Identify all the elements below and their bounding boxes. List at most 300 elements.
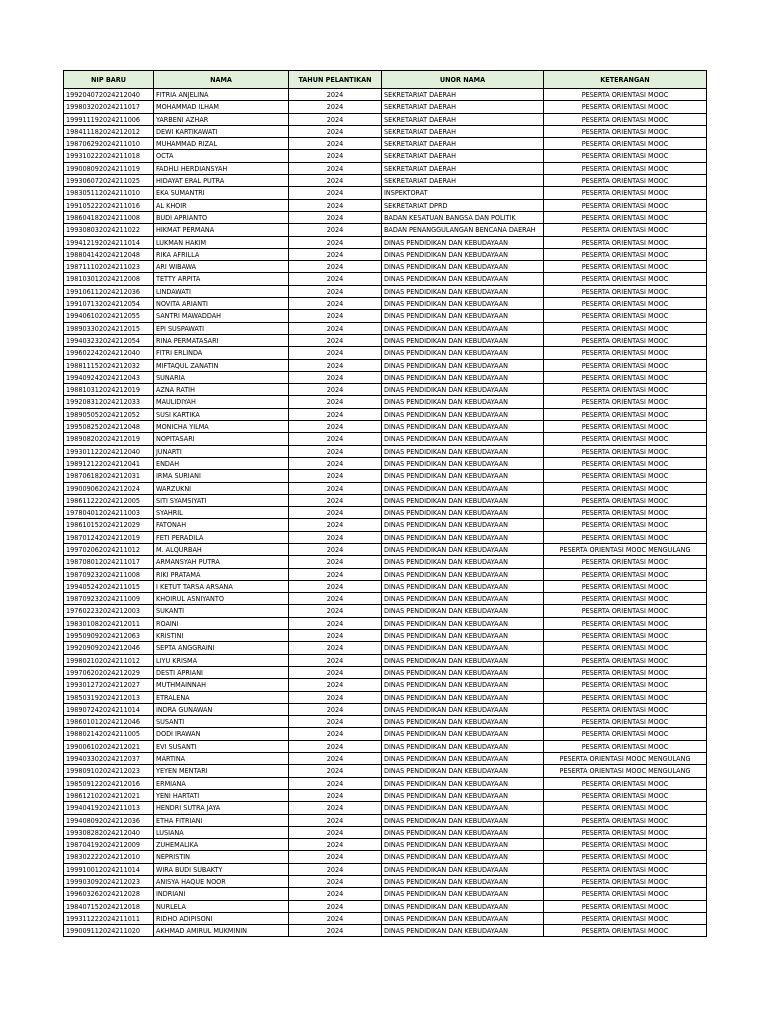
tahun-pelantikan-cell: 2024: [289, 851, 382, 863]
unor-nama-cell: DINAS PENDIDIKAN DAN KEBUDAYAAN: [382, 716, 544, 728]
nama-cell: BUDI APRIANTO: [154, 211, 289, 223]
keterangan-cell: PESERTA ORIENTASI MOOC: [544, 814, 707, 826]
keterangan-cell: PESERTA ORIENTASI MOOC: [544, 839, 707, 851]
nama-cell: SUNARIA: [154, 371, 289, 383]
unor-nama-cell: DINAS PENDIDIKAN DAN KEBUDAYAAN: [382, 457, 544, 469]
tahun-pelantikan-cell: 2024: [289, 740, 382, 752]
nip-baru-cell: 198305112024211010: [64, 187, 154, 199]
unor-nama-cell: DINAS PENDIDIKAN DAN KEBUDAYAAN: [382, 371, 544, 383]
unor-nama-cell: DINAS PENDIDIKAN DAN KEBUDAYAAN: [382, 839, 544, 851]
nama-cell: HIKMAT PERMANA: [154, 224, 289, 236]
nip-baru-cell: 198601012024212046: [64, 716, 154, 728]
nip-baru-cell: 199405242024211015: [64, 580, 154, 592]
header-row: [64, 71, 707, 89]
tahun-pelantikan-cell: 2024: [289, 876, 382, 888]
table-row: [64, 433, 707, 445]
nip-baru-cell: 198302222024212010: [64, 851, 154, 863]
tahun-pelantikan-cell: 2024: [289, 814, 382, 826]
keterangan-cell: PESERTA ORIENTASI MOOC: [544, 777, 707, 789]
keterangan-cell: PESERTA ORIENTASI MOOC: [544, 384, 707, 396]
nama-cell: JUNARTI: [154, 445, 289, 457]
keterangan-cell: PESERTA ORIENTASI MOOC: [544, 162, 707, 174]
tahun-pelantikan-cell: 2024: [289, 187, 382, 199]
table-row: [64, 519, 707, 531]
keterangan-cell: PESERTA ORIENTASI MOOC: [544, 457, 707, 469]
tahun-pelantikan-cell: 2024: [289, 384, 382, 396]
unor-nama-cell: DINAS PENDIDIKAN DAN KEBUDAYAAN: [382, 470, 544, 482]
nama-cell: MARTINA: [154, 753, 289, 765]
nip-baru-cell: 199008092024211019: [64, 162, 154, 174]
nip-baru-cell: 199403302024212037: [64, 753, 154, 765]
nama-cell: TETTY ARPITA: [154, 273, 289, 285]
nama-cell: NEPRISTIN: [154, 851, 289, 863]
nip-baru-cell: 199209092024212046: [64, 642, 154, 654]
keterangan-cell: PESERTA ORIENTASI MOOC MENGULANG: [544, 765, 707, 777]
table-row: [64, 839, 707, 851]
nip-baru-cell: 199107132024212054: [64, 298, 154, 310]
unor-nama-cell: DINAS PENDIDIKAN DAN KEBUDAYAAN: [382, 753, 544, 765]
unor-nama-cell: DINAS PENDIDIKAN DAN KEBUDAYAAN: [382, 703, 544, 715]
nip-baru-cell: 198708012024211017: [64, 556, 154, 568]
tahun-pelantikan-cell: 2024: [289, 507, 382, 519]
nip-baru-cell: 198411182024212012: [64, 125, 154, 137]
nama-cell: LUKMAN HAKIM: [154, 236, 289, 248]
unor-nama-cell: DINAS PENDIDIKAN DAN KEBUDAYAAN: [382, 482, 544, 494]
nama-cell: ROAINI: [154, 617, 289, 629]
keterangan-cell: PESERTA ORIENTASI MOOC: [544, 888, 707, 900]
nama-cell: RINA PERMATASARI: [154, 334, 289, 346]
keterangan-cell: PESERTA ORIENTASI MOOC: [544, 716, 707, 728]
unor-nama-cell: SEKRETARIAT DPRD: [382, 199, 544, 211]
keterangan-cell: PESERTA ORIENTASI MOOC: [544, 605, 707, 617]
tahun-pelantikan-cell: 2024: [289, 125, 382, 137]
unor-nama-cell: DINAS PENDIDIKAN DAN KEBUDAYAAN: [382, 814, 544, 826]
nip-baru-cell: 198907242024211014: [64, 703, 154, 715]
nama-cell: ARMANSYAH PUTRA: [154, 556, 289, 568]
table-row: [64, 310, 707, 322]
nama-cell: EPI SUSPAWATI: [154, 322, 289, 334]
tahun-pelantikan-cell: 2024: [289, 789, 382, 801]
table-row: [64, 740, 707, 752]
keterangan-cell: PESERTA ORIENTASI MOOC: [544, 322, 707, 334]
nip-baru-cell: 199903092024212023: [64, 876, 154, 888]
tahun-pelantikan-cell: 2024: [289, 888, 382, 900]
keterangan-cell: PESERTA ORIENTASI MOOC: [544, 224, 707, 236]
unor-nama-cell: DINAS PENDIDIKAN DAN KEBUDAYAAN: [382, 900, 544, 912]
unor-nama-cell: SEKRETARIAT DAERAH: [382, 101, 544, 113]
unor-nama-cell: DINAS PENDIDIKAN DAN KEBUDAYAAN: [382, 605, 544, 617]
table-row: [64, 888, 707, 900]
nama-cell: YARBENI AZHAR: [154, 113, 289, 125]
tahun-pelantikan-cell: 2024: [289, 138, 382, 150]
keterangan-cell: PESERTA ORIENTASI MOOC: [544, 593, 707, 605]
unor-nama-cell: DINAS PENDIDIKAN DAN KEBUDAYAAN: [382, 863, 544, 875]
keterangan-cell: PESERTA ORIENTASI MOOC: [544, 101, 707, 113]
unor-nama-cell: DINAS PENDIDIKAN DAN KEBUDAYAAN: [382, 912, 544, 924]
tahun-pelantikan-cell: 2024: [289, 900, 382, 912]
tahun-pelantikan-cell: 2024: [289, 470, 382, 482]
tahun-pelantikan-cell: 2024: [289, 765, 382, 777]
unor-nama-cell: DINAS PENDIDIKAN DAN KEBUDAYAAN: [382, 851, 544, 863]
nip-baru-cell: 198503192024212013: [64, 691, 154, 703]
table-row: [64, 89, 707, 101]
tahun-pelantikan-cell: 2024: [289, 777, 382, 789]
nip-baru-cell: 199702062024211012: [64, 543, 154, 555]
nip-baru-cell: 198604182024211008: [64, 211, 154, 223]
nip-baru-cell: 199803202024211017: [64, 101, 154, 113]
keterangan-cell: PESERTA ORIENTASI MOOC: [544, 740, 707, 752]
nip-baru-cell: 199308032024211022: [64, 224, 154, 236]
table-row: [64, 285, 707, 297]
nip-baru-cell: 198706292024211010: [64, 138, 154, 150]
keterangan-cell: PESERTA ORIENTASI MOOC: [544, 261, 707, 273]
nip-baru-cell: 199910012024211014: [64, 863, 154, 875]
unor-nama-cell: SEKRETARIAT DAERAH: [382, 175, 544, 187]
table-row: [64, 113, 707, 125]
table-row: [64, 457, 707, 469]
unor-nama-cell: DINAS PENDIDIKAN DAN KEBUDAYAAN: [382, 765, 544, 777]
tahun-pelantikan-cell: 2024: [289, 310, 382, 322]
keterangan-cell: PESERTA ORIENTASI MOOC: [544, 666, 707, 678]
nama-cell: EVI SUSANTI: [154, 740, 289, 752]
nama-cell: DESTI APRIANI: [154, 666, 289, 678]
keterangan-cell: PESERTA ORIENTASI MOOC: [544, 519, 707, 531]
nip-baru-cell: 198709232024211008: [64, 568, 154, 580]
keterangan-cell: PESERTA ORIENTASI MOOC: [544, 421, 707, 433]
table-row: [64, 482, 707, 494]
tahun-pelantikan-cell: 2024: [289, 224, 382, 236]
nama-cell: RIKI PRATAMA: [154, 568, 289, 580]
nip-baru-cell: 198407152024212018: [64, 900, 154, 912]
table-row: [64, 273, 707, 285]
tahun-pelantikan-cell: 2024: [289, 519, 382, 531]
tahun-pelantikan-cell: 2024: [289, 691, 382, 703]
unor-nama-cell: SEKRETARIAT DAERAH: [382, 150, 544, 162]
unor-nama-cell: DINAS PENDIDIKAN DAN KEBUDAYAAN: [382, 334, 544, 346]
tahun-pelantikan-cell: 2024: [289, 396, 382, 408]
keterangan-cell: PESERTA ORIENTASI MOOC: [544, 199, 707, 211]
nip-baru-cell: 199009112024211020: [64, 925, 154, 937]
nip-baru-cell: 199301272024212027: [64, 679, 154, 691]
nama-cell: FITRI ERLINDA: [154, 347, 289, 359]
keterangan-cell: PESERTA ORIENTASI MOOC: [544, 347, 707, 359]
nama-cell: OCTA: [154, 150, 289, 162]
nip-baru-cell: 197602232024212003: [64, 605, 154, 617]
unor-nama-cell: DINAS PENDIDIKAN DAN KEBUDAYAAN: [382, 396, 544, 408]
nama-cell: SUSI KARTIKA: [154, 408, 289, 420]
unor-nama-cell: DINAS PENDIDIKAN DAN KEBUDAYAAN: [382, 433, 544, 445]
nama-cell: INDRA GUNAWAN: [154, 703, 289, 715]
tahun-pelantikan-cell: 2024: [289, 199, 382, 211]
unor-nama-cell: DINAS PENDIDIKAN DAN KEBUDAYAAN: [382, 679, 544, 691]
tahun-pelantikan-cell: 2024: [289, 802, 382, 814]
table-row: [64, 334, 707, 346]
table-row: [64, 445, 707, 457]
unor-nama-cell: DINAS PENDIDIKAN DAN KEBUDAYAAN: [382, 642, 544, 654]
nip-baru-cell: 199911192024211006: [64, 113, 154, 125]
unor-nama-cell: DINAS PENDIDIKAN DAN KEBUDAYAAN: [382, 494, 544, 506]
table-row: [64, 371, 707, 383]
keterangan-cell: PESERTA ORIENTASI MOOC: [544, 642, 707, 654]
nama-cell: MUHAMMAD RIZAL: [154, 138, 289, 150]
tahun-pelantikan-cell: 2024: [289, 421, 382, 433]
tahun-pelantikan-cell: 2024: [289, 285, 382, 297]
nip-baru-cell: 198912122024212041: [64, 457, 154, 469]
tahun-pelantikan-cell: 2024: [289, 543, 382, 555]
nip-baru-cell: 198709232024211009: [64, 593, 154, 605]
unor-nama-cell: INSPEKTORAT: [382, 187, 544, 199]
nama-cell: AZNA RATIH: [154, 384, 289, 396]
nip-baru-cell: 199802102024211012: [64, 654, 154, 666]
table-row: [64, 236, 707, 248]
keterangan-cell: PESERTA ORIENTASI MOOC: [544, 691, 707, 703]
nip-baru-cell: 198706182024212031: [64, 470, 154, 482]
tahun-pelantikan-cell: 2024: [289, 728, 382, 740]
tahun-pelantikan-cell: 2024: [289, 642, 382, 654]
nama-cell: MAULIDIYAH: [154, 396, 289, 408]
table-row: [64, 716, 707, 728]
tahun-pelantikan-cell: 2024: [289, 89, 382, 101]
tahun-pelantikan-cell: 2024: [289, 839, 382, 851]
nama-cell: RIDHO ADIPISONI: [154, 912, 289, 924]
tahun-pelantikan-cell: 2024: [289, 162, 382, 174]
nip-baru-cell: 199311222024211011: [64, 912, 154, 924]
nama-cell: SUSANTI: [154, 716, 289, 728]
keterangan-cell: PESERTA ORIENTASI MOOC: [544, 728, 707, 740]
nip-baru-cell: 198301082024212011: [64, 617, 154, 629]
header-unor-nama: UNOR NAMA: [382, 71, 544, 89]
unor-nama-cell: DINAS PENDIDIKAN DAN KEBUDAYAAN: [382, 617, 544, 629]
table-row: [64, 359, 707, 371]
unor-nama-cell: DINAS PENDIDIKAN DAN KEBUDAYAAN: [382, 322, 544, 334]
keterangan-cell: PESERTA ORIENTASI MOOC: [544, 334, 707, 346]
nip-baru-cell: 199406102024212055: [64, 310, 154, 322]
unor-nama-cell: DINAS PENDIDIKAN DAN KEBUDAYAAN: [382, 310, 544, 322]
table-row: [64, 298, 707, 310]
tahun-pelantikan-cell: 2024: [289, 912, 382, 924]
table-row: [64, 175, 707, 187]
unor-nama-cell: SEKRETARIAT DAERAH: [382, 113, 544, 125]
keterangan-cell: PESERTA ORIENTASI MOOC: [544, 408, 707, 420]
nip-baru-cell: 199106112024212036: [64, 285, 154, 297]
keterangan-cell: PESERTA ORIENTASI MOOC: [544, 617, 707, 629]
tahun-pelantikan-cell: 2024: [289, 433, 382, 445]
table-row: [64, 187, 707, 199]
nama-cell: ENDAH: [154, 457, 289, 469]
nip-baru-cell: 199603262024212028: [64, 888, 154, 900]
keterangan-cell: PESERTA ORIENTASI MOOC: [544, 851, 707, 863]
unor-nama-cell: DINAS PENDIDIKAN DAN KEBUDAYAAN: [382, 347, 544, 359]
unor-nama-cell: DINAS PENDIDIKAN DAN KEBUDAYAAN: [382, 261, 544, 273]
nama-cell: ETRALENA: [154, 691, 289, 703]
tahun-pelantikan-cell: 2024: [289, 482, 382, 494]
keterangan-cell: PESERTA ORIENTASI MOOC: [544, 900, 707, 912]
header-nip-baru: NIP BARU: [64, 71, 154, 89]
unor-nama-cell: DINAS PENDIDIKAN DAN KEBUDAYAAN: [382, 236, 544, 248]
nama-cell: YENI HARTATI: [154, 789, 289, 801]
keterangan-cell: PESERTA ORIENTASI MOOC MENGULANG: [544, 753, 707, 765]
table-row: [64, 666, 707, 678]
unor-nama-cell: DINAS PENDIDIKAN DAN KEBUDAYAAN: [382, 273, 544, 285]
tahun-pelantikan-cell: 2024: [289, 347, 382, 359]
unor-nama-cell: DINAS PENDIDIKAN DAN KEBUDAYAAN: [382, 740, 544, 752]
unor-nama-cell: DINAS PENDIDIKAN DAN KEBUDAYAAN: [382, 789, 544, 801]
nip-baru-cell: 199809102024212023: [64, 765, 154, 777]
unor-nama-cell: DINAS PENDIDIKAN DAN KEBUDAYAAN: [382, 519, 544, 531]
nama-cell: ARI WIBAWA: [154, 261, 289, 273]
table-row: [64, 876, 707, 888]
nama-cell: SITI SYAMSIYATI: [154, 494, 289, 506]
nip-baru-cell: 199301122024212040: [64, 445, 154, 457]
table-row: [64, 863, 707, 875]
keterangan-cell: PESERTA ORIENTASI MOOC: [544, 630, 707, 642]
unor-nama-cell: DINAS PENDIDIKAN DAN KEBUDAYAAN: [382, 531, 544, 543]
keterangan-cell: PESERTA ORIENTASI MOOC: [544, 285, 707, 297]
tahun-pelantikan-cell: 2024: [289, 753, 382, 765]
table-row: [64, 507, 707, 519]
nip-baru-cell: 199306072024211025: [64, 175, 154, 187]
keterangan-cell: PESERTA ORIENTASI MOOC: [544, 236, 707, 248]
nip-baru-cell: 198611222024212005: [64, 494, 154, 506]
nama-cell: I KETUT TARSA ARSANA: [154, 580, 289, 592]
unor-nama-cell: SEKRETARIAT DAERAH: [382, 125, 544, 137]
nip-baru-cell: 198711102024211023: [64, 261, 154, 273]
table-row: [64, 494, 707, 506]
unor-nama-cell: DINAS PENDIDIKAN DAN KEBUDAYAAN: [382, 888, 544, 900]
nip-baru-cell: 199409242024212043: [64, 371, 154, 383]
nama-cell: ZUHEMALIKA: [154, 839, 289, 851]
nama-cell: SANTRI MAWADDAH: [154, 310, 289, 322]
unor-nama-cell: DINAS PENDIDIKAN DAN KEBUDAYAAN: [382, 298, 544, 310]
nama-cell: SYAHRIL: [154, 507, 289, 519]
nama-cell: KHOIRUL ASNIYANTO: [154, 593, 289, 605]
nip-baru-cell: 199009062024212024: [64, 482, 154, 494]
nip-baru-cell: 198612102024212021: [64, 789, 154, 801]
table-row: [64, 408, 707, 420]
tahun-pelantikan-cell: 2024: [289, 371, 382, 383]
header-tahun-pelantikan: TAHUN PELANTIKAN: [289, 71, 382, 89]
nip-baru-cell: 197804012024211003: [64, 507, 154, 519]
nip-baru-cell: 199403232024212054: [64, 334, 154, 346]
table-row: [64, 765, 707, 777]
table-row: [64, 826, 707, 838]
table-row: [64, 814, 707, 826]
nip-baru-cell: 198810312024212019: [64, 384, 154, 396]
keterangan-cell: PESERTA ORIENTASI MOOC: [544, 89, 707, 101]
table-row: [64, 568, 707, 580]
nip-baru-cell: 198908202024212019: [64, 433, 154, 445]
nama-cell: SUKANTI: [154, 605, 289, 617]
keterangan-cell: PESERTA ORIENTASI MOOC: [544, 507, 707, 519]
unor-nama-cell: DINAS PENDIDIKAN DAN KEBUDAYAAN: [382, 666, 544, 678]
nip-baru-cell: 198905052024212052: [64, 408, 154, 420]
nama-cell: IRMA SURIANI: [154, 470, 289, 482]
nip-baru-cell: 199308282024212040: [64, 826, 154, 838]
nip-baru-cell: 199412192024211014: [64, 236, 154, 248]
table-row: [64, 753, 707, 765]
nama-cell: LUSIANA: [154, 826, 289, 838]
table-row: [64, 617, 707, 629]
tahun-pelantikan-cell: 2024: [289, 703, 382, 715]
nama-cell: LINDAWATI: [154, 285, 289, 297]
keterangan-cell: PESERTA ORIENTASI MOOC: [544, 482, 707, 494]
table-header: [64, 71, 707, 89]
keterangan-cell: PESERTA ORIENTASI MOOC: [544, 211, 707, 223]
keterangan-cell: PESERTA ORIENTASI MOOC: [544, 150, 707, 162]
keterangan-cell: PESERTA ORIENTASI MOOC: [544, 359, 707, 371]
table-row: [64, 125, 707, 137]
nip-baru-cell: 198704192024212009: [64, 839, 154, 851]
unor-nama-cell: DINAS PENDIDIKAN DAN KEBUDAYAAN: [382, 408, 544, 420]
table-row: [64, 384, 707, 396]
nama-cell: ANISYA HAQUE NOOR: [154, 876, 289, 888]
nama-cell: KRISTINI: [154, 630, 289, 642]
tahun-pelantikan-cell: 2024: [289, 605, 382, 617]
table-row: [64, 162, 707, 174]
table-row: [64, 912, 707, 924]
table-row: [64, 642, 707, 654]
nama-cell: NOPITASARI: [154, 433, 289, 445]
table-row: [64, 728, 707, 740]
unor-nama-cell: DINAS PENDIDIKAN DAN KEBUDAYAAN: [382, 654, 544, 666]
table-row: [64, 150, 707, 162]
tahun-pelantikan-cell: 2024: [289, 457, 382, 469]
nama-cell: MUTHMAINNAH: [154, 679, 289, 691]
tahun-pelantikan-cell: 2024: [289, 826, 382, 838]
unor-nama-cell: BADAN KESATUAN BANGSA DAN POLITIK: [382, 211, 544, 223]
tahun-pelantikan-cell: 2024: [289, 531, 382, 543]
nama-cell: INDRIANI: [154, 888, 289, 900]
nama-cell: NOVITA ARIANTI: [154, 298, 289, 310]
keterangan-cell: PESERTA ORIENTASI MOOC: [544, 826, 707, 838]
table-row: [64, 531, 707, 543]
table-row: [64, 679, 707, 691]
tahun-pelantikan-cell: 2024: [289, 556, 382, 568]
tahun-pelantikan-cell: 2024: [289, 679, 382, 691]
keterangan-cell: PESERTA ORIENTASI MOOC: [544, 396, 707, 408]
nama-cell: RIKA AFRILLA: [154, 248, 289, 260]
unor-nama-cell: DINAS PENDIDIKAN DAN KEBUDAYAAN: [382, 728, 544, 740]
nama-cell: FATONAH: [154, 519, 289, 531]
tahun-pelantikan-cell: 2024: [289, 408, 382, 420]
data-table: [63, 70, 707, 937]
nip-baru-cell: 199408092024212036: [64, 814, 154, 826]
tahun-pelantikan-cell: 2024: [289, 593, 382, 605]
unor-nama-cell: DINAS PENDIDIKAN DAN KEBUDAYAAN: [382, 568, 544, 580]
keterangan-cell: PESERTA ORIENTASI MOOC: [544, 654, 707, 666]
nip-baru-cell: 198701242024212019: [64, 531, 154, 543]
nama-cell: MOHAMMAD ILHAM: [154, 101, 289, 113]
table-row: [64, 851, 707, 863]
tahun-pelantikan-cell: 2024: [289, 248, 382, 260]
nip-baru-cell: 199105222024211016: [64, 199, 154, 211]
nip-baru-cell: 198903302024212015: [64, 322, 154, 334]
keterangan-cell: PESERTA ORIENTASI MOOC: [544, 113, 707, 125]
nama-cell: DEWI KARTIKAWATI: [154, 125, 289, 137]
keterangan-cell: PESERTA ORIENTASI MOOC: [544, 273, 707, 285]
nama-cell: SEPTA ANGGRAINI: [154, 642, 289, 654]
keterangan-cell: PESERTA ORIENTASI MOOC: [544, 138, 707, 150]
tahun-pelantikan-cell: 2024: [289, 666, 382, 678]
nip-baru-cell: 198610152024212029: [64, 519, 154, 531]
tahun-pelantikan-cell: 2024: [289, 236, 382, 248]
unor-nama-cell: DINAS PENDIDIKAN DAN KEBUDAYAAN: [382, 777, 544, 789]
table-row: [64, 211, 707, 223]
unor-nama-cell: DINAS PENDIDIKAN DAN KEBUDAYAAN: [382, 593, 544, 605]
nama-cell: EKA SUMANTRI: [154, 187, 289, 199]
tahun-pelantikan-cell: 2024: [289, 101, 382, 113]
nama-cell: LIYU KRISMA: [154, 654, 289, 666]
